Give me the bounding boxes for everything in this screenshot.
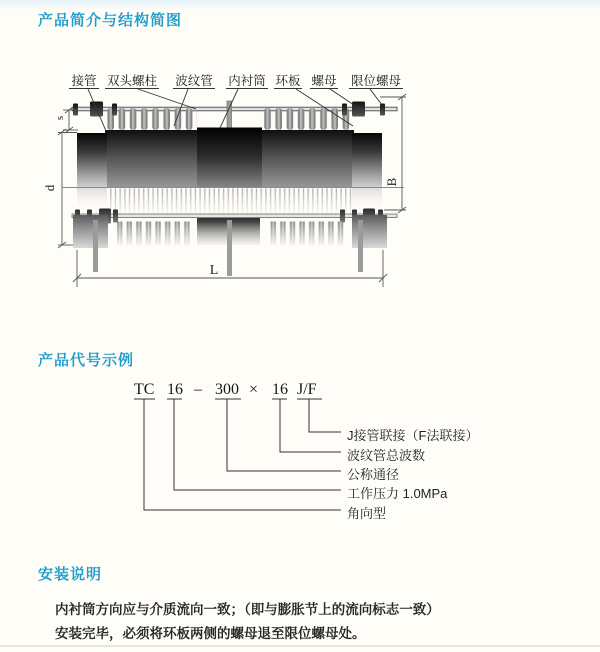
part-label-bellows: 波纹管 (175, 74, 213, 88)
post-right (358, 220, 363, 272)
bellows-section-left (105, 130, 199, 187)
callout-angular-type: 角向型 (347, 506, 387, 521)
inner-liner-collar (197, 128, 262, 188)
code-part-connection: J/F (297, 381, 317, 398)
lower-half (73, 215, 387, 276)
code-part-times: × (249, 381, 259, 398)
callout-nominal-diameter: 公称通径 (347, 467, 400, 482)
main-body (77, 128, 382, 188)
dim-label-d: d (42, 184, 57, 192)
installation-note-2: 安装完毕，必须将环板两侧的螺母退至限位螺母处。 (55, 626, 366, 641)
dim-label-L: L (209, 263, 219, 278)
flange-lower-left (73, 215, 108, 248)
bellows-reflection-stripes (107, 189, 352, 214)
dim-label-B: B (384, 177, 399, 187)
part-label-nut: 螺母 (311, 74, 337, 88)
structure-diagram (38, 64, 462, 316)
part-label-ring-plate: 环板 (275, 74, 301, 88)
post-center (227, 220, 232, 276)
callout-wave-count: 波纹管总波数 (347, 448, 426, 463)
part-labels (71, 73, 401, 88)
dim-label-s: s (54, 115, 66, 121)
code-part-diameter: 300 (215, 381, 239, 398)
callout-connection: J接管联接（F法联接） (347, 428, 479, 443)
part-label-stud: 双头螺柱 (106, 74, 158, 88)
installation-note-1: 内衬筒方向应与介质流向一致；（即与膨胀节上的流向标志一致） (55, 602, 440, 617)
code-part-dash: – (194, 381, 202, 398)
callout-working-pressure: 工作压力 1.0MPa (347, 486, 448, 501)
bellows-section-right (260, 130, 354, 187)
part-label-limit-nut: 限位螺母 (350, 74, 402, 88)
section-title-intro: 产品简介与结构简图 (38, 12, 183, 29)
section-title-installation: 安装说明 (38, 566, 103, 583)
code-part-waves: 16 (272, 381, 288, 398)
section-title-code-example: 产品代号示例 (38, 352, 135, 369)
pipe-end-left (77, 133, 107, 187)
code-part-type: TC (134, 381, 155, 398)
flange-lower-right (352, 215, 387, 248)
code-part-pressure: 16 (167, 381, 183, 398)
page-bottom-rule (0, 645, 600, 647)
part-label-inner-liner: 内衬筒 (228, 74, 266, 88)
part-label-connecting-pipe: 接管 (71, 74, 97, 88)
post-left (93, 220, 98, 272)
pipe-end-right (352, 133, 382, 187)
